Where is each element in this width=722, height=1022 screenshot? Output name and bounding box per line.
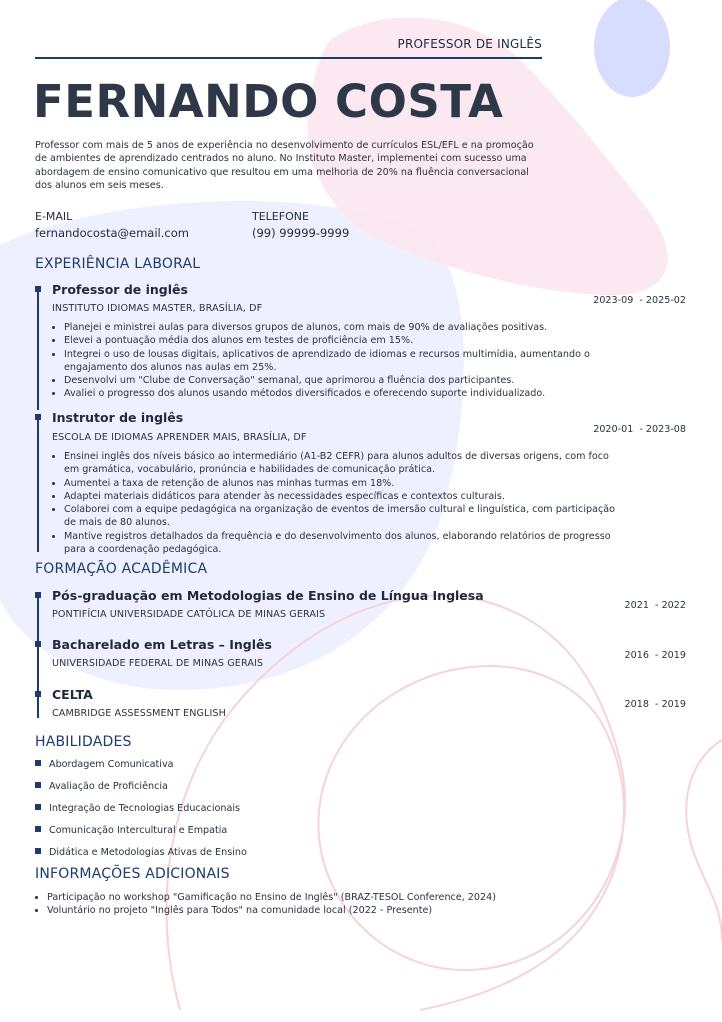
education-timeline xyxy=(37,592,39,718)
skill-item xyxy=(35,803,240,814)
job-date: 2023-09 - 2025-02 xyxy=(593,295,686,306)
additional-heading: INFORMAÇÕES ADICIONAIS xyxy=(35,866,230,882)
education-date: 2018 - 2019 xyxy=(624,699,686,710)
skill-label: Avaliação de Proficiência xyxy=(49,781,168,792)
education-heading: FORMAÇÃO ACADÊMICA xyxy=(35,561,208,577)
education-date: 2021 - 2022 xyxy=(624,600,686,611)
list-item: • Elevei a pontuação média dos alunos em testes de proficiência em 15%. xyxy=(64,334,624,347)
job-organization: INSTITUTO IDIOMAS MASTER, BRASÍLIA, DF xyxy=(52,303,263,314)
skill-label: Abordagem Comunicativa xyxy=(49,759,174,770)
skill-item xyxy=(35,825,227,836)
list-item: • Desenvolvi um "Clube de Conversação" semanal, que aprimorou a fluência dos participantes. xyxy=(64,374,624,387)
phone-label: TELEFONE xyxy=(252,210,309,223)
email-label: E-MAIL xyxy=(35,210,73,223)
experience-timeline-2 xyxy=(37,414,39,552)
square-bullet-icon xyxy=(35,760,41,766)
timeline-marker xyxy=(35,592,41,598)
additional-list xyxy=(35,891,647,918)
job-title: Professor de inglês xyxy=(52,282,188,297)
list-item: • Voluntário no projeto "Inglês para Todos" na comunidade local (2022 - Presente) xyxy=(47,904,647,917)
education-date: 2016 - 2019 xyxy=(624,650,686,661)
job-title: Instrutor de inglês xyxy=(52,410,184,425)
job-bullets xyxy=(52,321,624,401)
skill-label: Integração de Tecnologias Educacionais xyxy=(49,803,240,814)
timeline-marker xyxy=(35,691,41,697)
degree-title: Bacharelado em Letras – Inglês xyxy=(52,637,272,652)
skills-heading: HABILIDADES xyxy=(35,734,132,750)
list-item: • Planejei e ministrei aulas para diversos grupos de alunos, com mais de 90% de avaliações positivas. xyxy=(64,321,624,334)
timeline-marker xyxy=(35,286,41,292)
list-item: • Participação no workshop "Gamificação no Ensino de Inglês" (BRAZ-TESOL Conference, 2024) xyxy=(47,891,647,904)
job-bullets xyxy=(52,450,624,556)
institution-name: UNIVERSIDADE FEDERAL DE MINAS GERAIS xyxy=(52,658,264,669)
list-item: • Colaborei com a equipe pedagógica na organização de eventos de imersão cultural e linguística, com participação de mais de 80 alunos. xyxy=(64,503,624,530)
experience-timeline-1 xyxy=(37,286,39,410)
skill-label: Didática e Metodologias Ativas de Ensino xyxy=(49,847,247,858)
list-item: • Integrei o uso de lousas digitais, aplicativos de aprendizado de idiomas e recursos multimídia, aumentando o engajamento dos alunos nas aulas em 25%. xyxy=(64,348,624,375)
phone-value: (99) 99999-9999 xyxy=(252,226,350,240)
job-date: 2020-01 - 2023-08 xyxy=(593,424,686,435)
list-item: • Avaliei o progresso dos alunos usando métodos diversificados e oferecendo suporte individualizado. xyxy=(64,387,624,400)
timeline-marker xyxy=(35,414,41,420)
skill-item xyxy=(35,847,247,858)
header-rule xyxy=(35,57,542,59)
timeline-marker xyxy=(35,641,41,647)
square-bullet-icon xyxy=(35,782,41,788)
square-bullet-icon xyxy=(35,804,41,810)
experience-heading: EXPERIÊNCIA LABORAL xyxy=(35,256,201,272)
list-item: • Adaptei materiais didáticos para atender às necessidades específicas e contextos culturais. xyxy=(64,490,624,503)
job-organization: ESCOLA DE IDIOMAS APRENDER MAIS, BRASÍLIA, DF xyxy=(52,432,307,443)
institution-name: CAMBRIDGE ASSESSMENT ENGLISH xyxy=(52,708,226,719)
degree-title: Pós-graduação em Metodologias de Ensino de Língua Inglesa xyxy=(52,588,484,603)
email-value: fernandocosta@email.com xyxy=(35,226,189,240)
list-item: • Ensinei inglês dos níveis básico ao intermediário (A1-B2 CEFR) para alunos adultos de diversas origens, com foco em gramática, vocabulário, pronúncia e habilidades de comunicação prática. xyxy=(64,450,624,477)
skill-item xyxy=(35,759,174,770)
degree-title: CELTA xyxy=(52,687,93,702)
job-role: PROFESSOR DE INGLÊS xyxy=(397,37,542,51)
list-item: • Mantive registros detalhados da frequência e do desenvolvimento dos alunos, elaborando relatórios de progresso para a coordenação pedagógica. xyxy=(64,530,624,557)
square-bullet-icon xyxy=(35,848,41,854)
institution-name: PONTIFÍCIA UNIVERSIDADE CATÓLICA DE MINAS GERAIS xyxy=(52,609,326,620)
skill-item xyxy=(35,781,168,792)
candidate-name: FERNANDO COSTA xyxy=(33,75,504,128)
square-bullet-icon xyxy=(35,826,41,832)
skill-label: Comunicação Intercultural e Empatia xyxy=(49,825,228,836)
list-item: • Aumentei a taxa de retenção de alunos nas minhas turmas em 18%. xyxy=(64,477,624,490)
profile-summary: Professor com mais de 5 anos de experiência no desenvolvimento de currículos ESL/EFL e na promoção de ambientes de aprendizado centrados no aluno. No Instituto Master, implementei com sucesso uma abordagem de ensino comunicativo que resultou em uma melhoria de 20% na fluência conversacional dos alunos em seis meses. xyxy=(35,140,534,191)
